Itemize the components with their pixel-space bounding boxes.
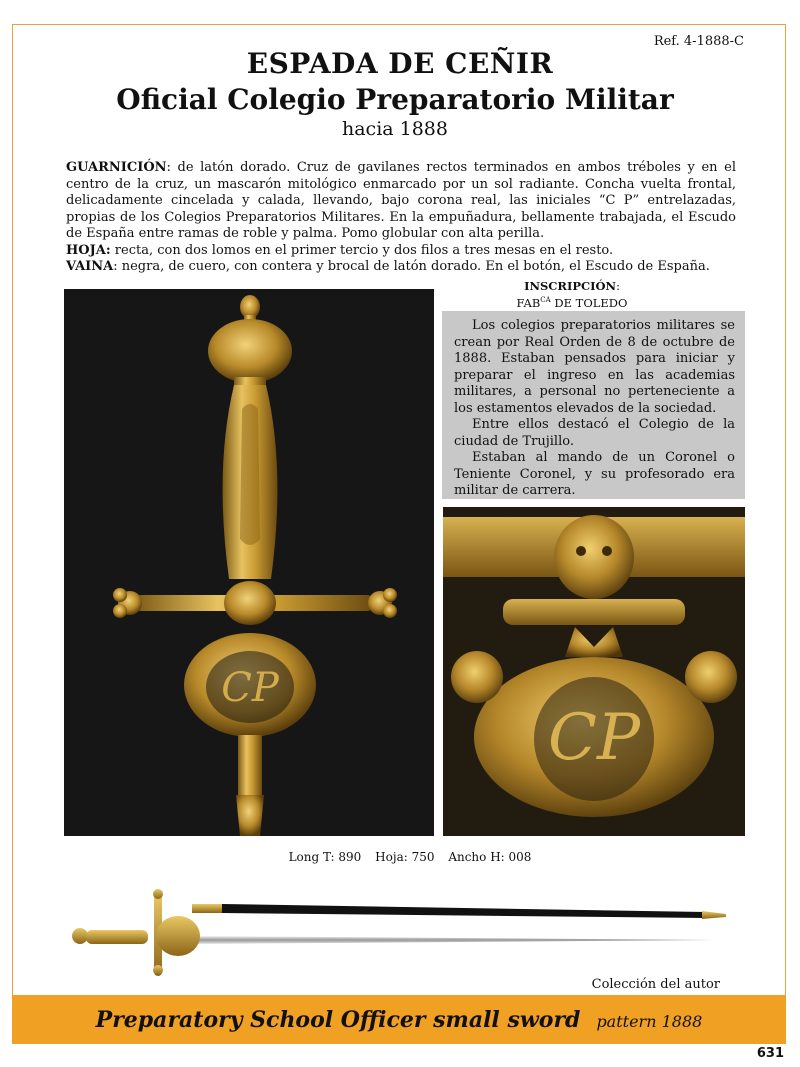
collection-credit: Colección del autor — [591, 977, 720, 992]
guarnicion-label: GUARNICIÓN — [66, 160, 167, 175]
english-title-banner — [12, 995, 786, 1044]
history-box — [442, 311, 745, 499]
inscription-text — [443, 293, 701, 310]
sword-hilt-image — [64, 289, 434, 836]
length-total: Long T: 890 — [288, 850, 362, 864]
shell-guard-detail-image — [443, 507, 745, 836]
hilt-photo — [64, 289, 434, 836]
hoja-paragraph — [66, 243, 736, 260]
guarnicion-text: : de latón dorado. Cruz de gavilanes rectos terminados en ambos tréboles y en el centro de la cruz, un mascarón mitológico enmarcado por un sol radiante. Concha vuelta frontal, delicadamente cincelada y calada, llevando, bajo corona real, las iniciales “C P” entrelazadas, propias de los Colegios Preparatorios Militares. En la empuñadura, bellamente trabajada, el Escudo de España entre ramas de roble y palma. Pomo globular con alta perilla. — [66, 160, 736, 241]
history-paragraph-1: Los colegios preparatorios militares se crean por Real Orden de 8 de octubre de 1888. Estaban pensados para iniciar y preparar el ingreso en las academias militares, a personal no perteneciente a los estamentos elevados de la sociedad. — [454, 318, 735, 416]
inscription-colon: : — [616, 279, 620, 293]
title-main: ESPADA DE CEÑIR — [246, 47, 554, 80]
guarnicion-paragraph — [66, 160, 736, 243]
page-number: 631 — [756, 1046, 784, 1061]
full-sword-photo — [66, 884, 736, 976]
english-title: Preparatory School Officer small sword — [95, 1006, 581, 1033]
hoja-label: HOJA: — [66, 242, 111, 258]
sword-and-scabbard-image — [66, 884, 736, 976]
title-sub: Oficial Colegio Preparatorio Militar — [116, 83, 674, 116]
dimensions — [0, 850, 800, 864]
inscription-text-sup: CA — [540, 296, 551, 304]
inscription-text-post: DE TOLEDO — [550, 295, 628, 310]
inscription-label: INSCRIPCIÓN — [524, 279, 617, 293]
svg-text:CP: CP — [547, 701, 641, 775]
hoja-text: recta, con dos lomos en el primer tercio y dos filos a tres mesas en el resto. — [110, 242, 614, 258]
vaina-text: : negra, de cuero, con contera y brocal de latón dorado. En el botón, el Escudo de España. — [113, 259, 710, 274]
inscription — [443, 279, 701, 310]
vaina-paragraph — [66, 259, 736, 276]
title-date: hacia 1888 — [341, 118, 448, 140]
description — [66, 160, 736, 276]
detail-photo — [443, 507, 745, 836]
inscription-text-pre: FAB — [516, 295, 541, 310]
svg-text:CP: CP — [221, 665, 279, 711]
blade-length: Hoja: 750 — [375, 850, 435, 864]
reference-number: Ref. 4-1888-C — [653, 34, 744, 49]
vaina-label: VAINA — [66, 259, 114, 274]
history-paragraph-3: Estaban al mando de un Coronel o Teniente Coronel, y su profesorado era militar de carrera. — [454, 450, 735, 498]
pattern-year: pattern 1888 — [596, 1012, 703, 1031]
blade-width: Ancho H: 008 — [448, 850, 532, 864]
history-paragraph-2: Entre ellos destacó el Colegio de la ciudad de Trujillo. — [454, 417, 735, 449]
